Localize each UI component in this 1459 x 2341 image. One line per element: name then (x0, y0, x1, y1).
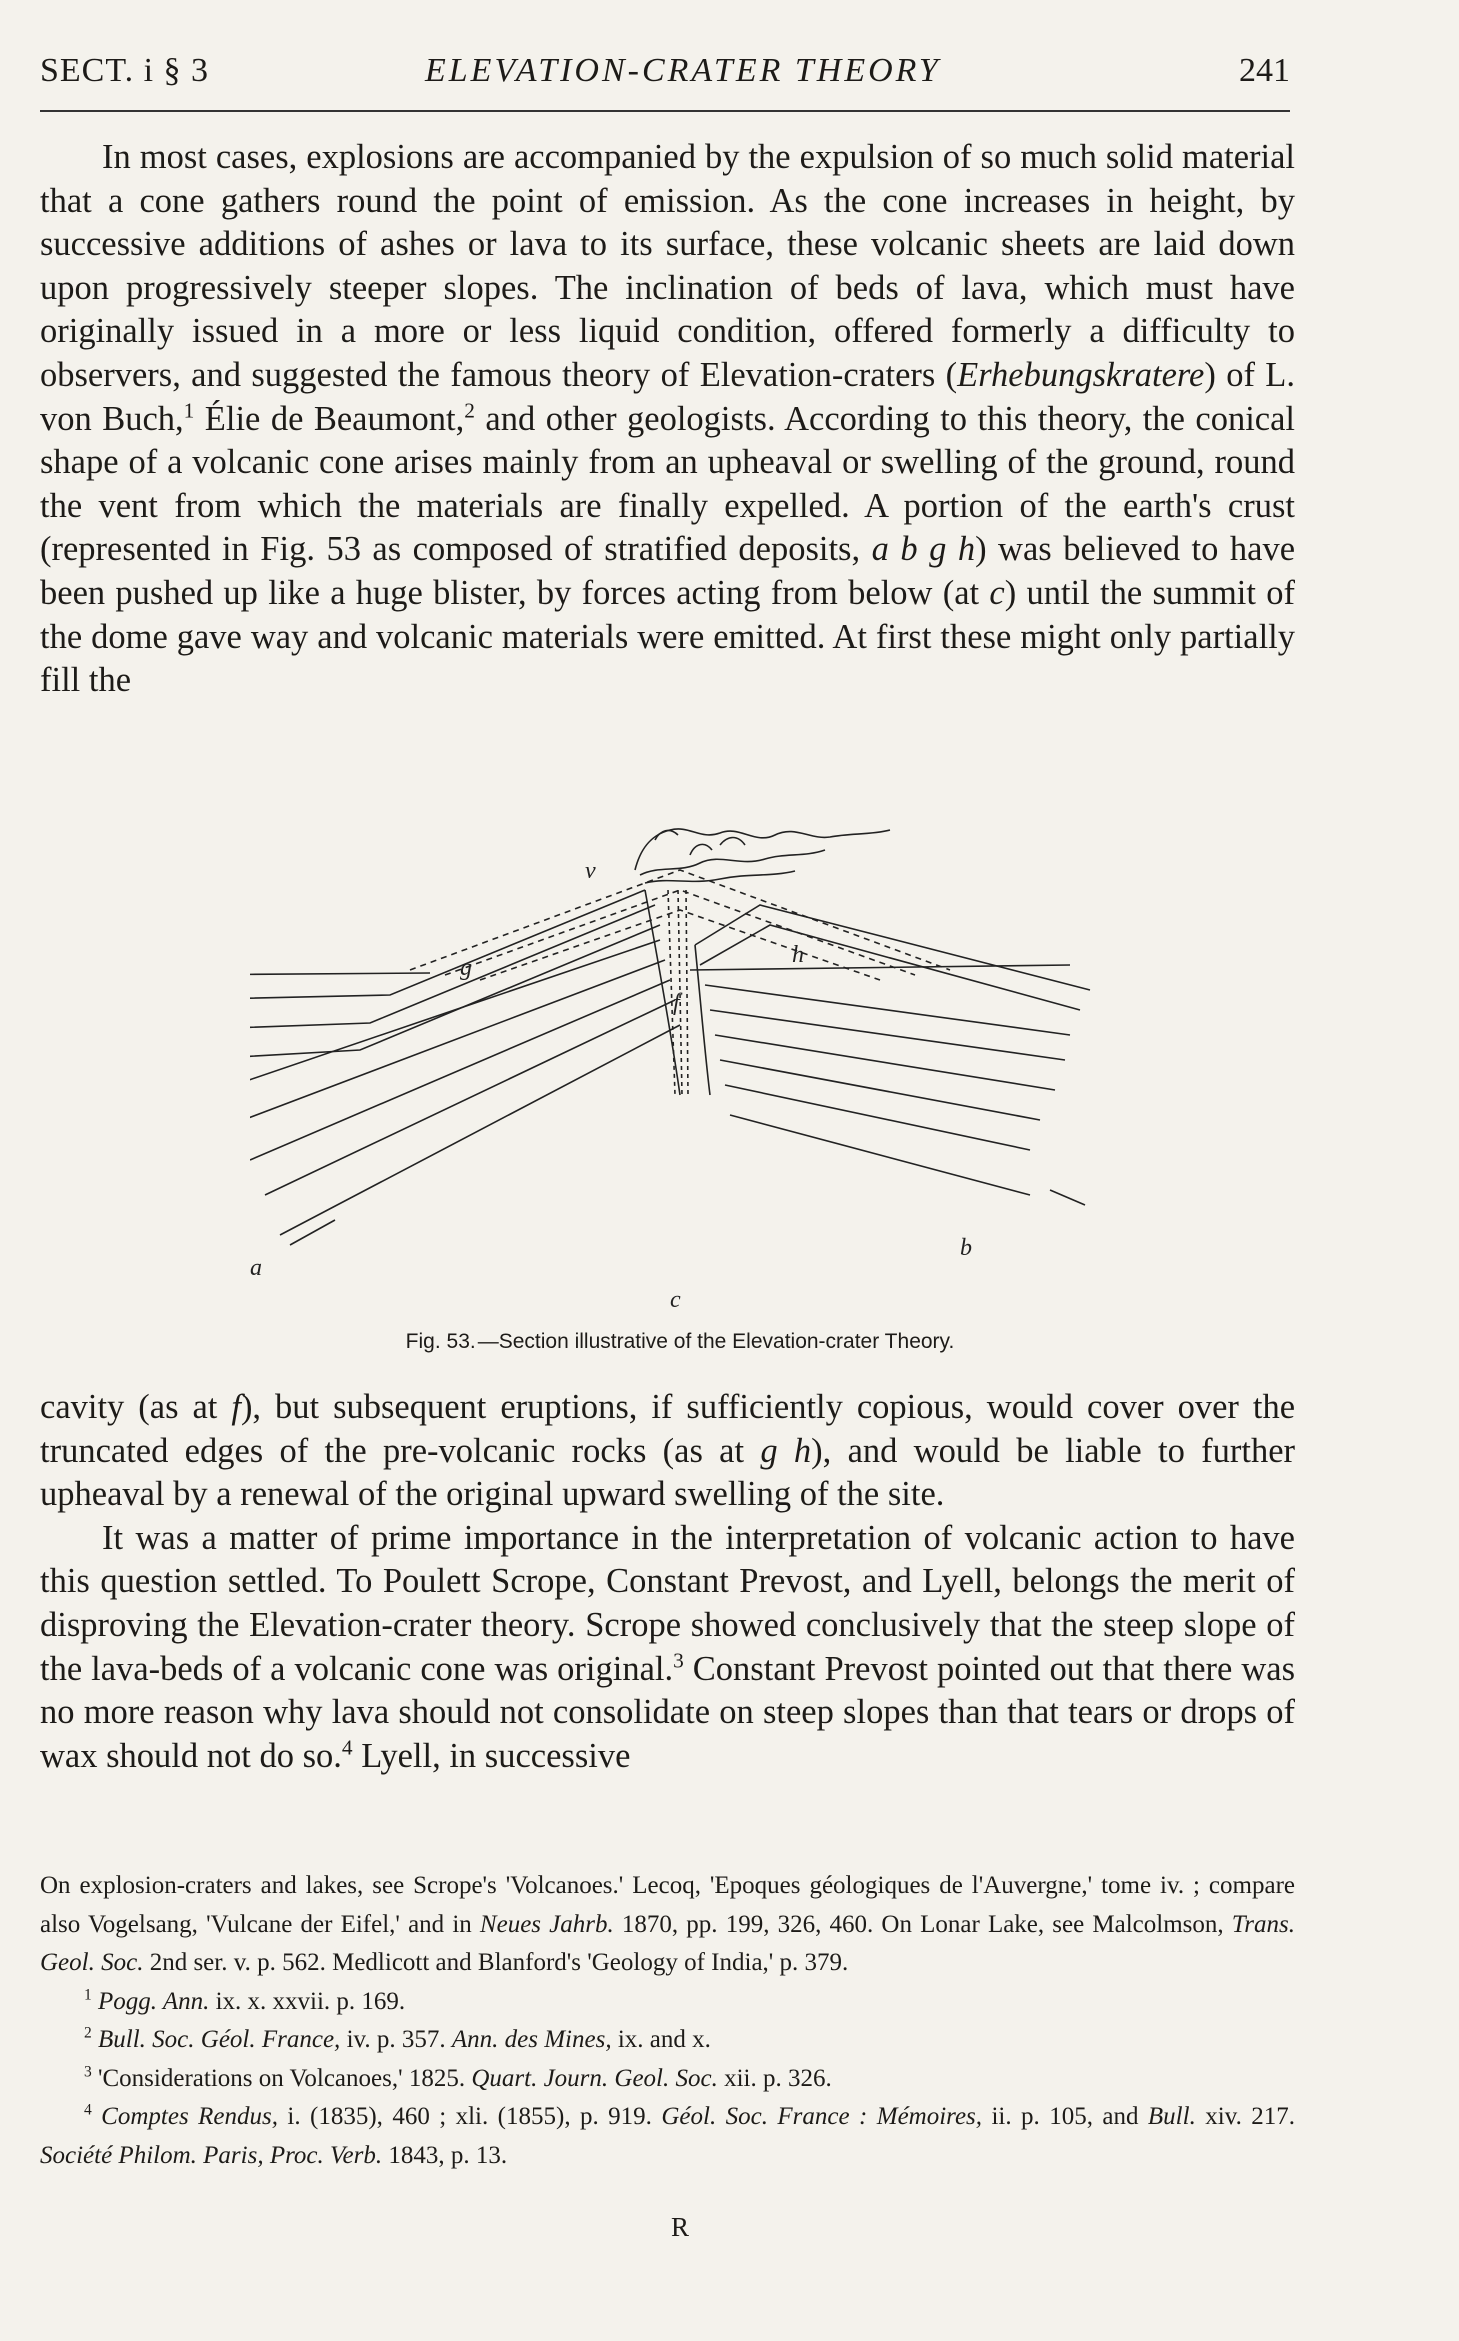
stratum-right (720, 1060, 1040, 1120)
crater-wall-right (695, 945, 710, 1095)
running-title: ELEVATION-CRATER THEORY (425, 52, 941, 89)
ash-cloud-base (645, 871, 795, 883)
footnote-2 (40, 2021, 1295, 2060)
footnote-1 (40, 1983, 1295, 2022)
text-run: Lyell, in successive (352, 1736, 631, 1775)
page-number: 241 (1239, 52, 1290, 89)
stratum-right (690, 965, 1070, 970)
stratum-left (250, 890, 645, 1000)
signature-mark: R (670, 2212, 689, 2242)
footnote-mark: 4 (84, 2101, 92, 2119)
text-run: cavity (as at (40, 1388, 232, 1426)
header-rule (40, 110, 1290, 112)
footnote-ref: 1 (183, 398, 195, 423)
paragraph-continued (40, 1386, 1295, 1517)
text-run: iv. p. 357. (340, 2026, 452, 2053)
text-run: 2nd ser. v. p. 562. Medlicott and Blanford's 'Geology of India,' p. 379. (143, 1949, 849, 1976)
text-run: ) until the summit of the dome gave way and volcanic materials were emitted. At first these might only partially fill the (40, 573, 1295, 700)
arrow-b (1050, 1190, 1085, 1205)
stratum-right (725, 1085, 1030, 1150)
footnote-continued (40, 1867, 1295, 1983)
label-v: v (585, 858, 596, 884)
journal-title: Société Philom. Paris, Proc. Verb. (40, 2141, 383, 2169)
footnotes (40, 1867, 1295, 2175)
stratum-right (730, 1115, 1030, 1195)
text-run: and other geologists. According to this theory, the conical shape of a volcanic cone arises mainly from an upheaval or swelling of the ground, round the vent from which the materials are finally expelled. A portion of the earth's crust (represented in Fig. 53 as composed of stratified deposits, (40, 399, 1295, 569)
journal-title: Ann. des Mines, (451, 2026, 612, 2053)
label-f: f (673, 990, 680, 1016)
journal-title: Pogg. Ann. (98, 1987, 210, 2015)
text-run: 1870, pp. 199, 326, 460. On Lonar Lake, see Malcolmson, (613, 1910, 1232, 1938)
text-run: ii. p. 105, and (982, 2103, 1148, 2130)
figure-label: c (989, 573, 1005, 612)
journal-title: Comptes Rendus, (101, 2103, 278, 2130)
label-a: a (250, 1255, 262, 1281)
label-g: g (460, 955, 472, 981)
german-term: Erhebungskratere (957, 355, 1205, 394)
stratum-left (265, 1000, 675, 1195)
text-run: In most cases, explosions are accompanied by the expulsion of so much solid material that a cone gathers round the point of emission. As the cone increases in height, by successive additions of ashes or lava to its surface, these volcanic sheets are laid down upon progressively steeper slopes. The inclination of beds of lava, which must have originally issued in a more or less liquid condition, offered formerly a difficulty to observers, and suggested the famous theory of Elevation-craters ( (40, 138, 1295, 394)
text-run: i. (1835), 460 ; xli. (1855), p. 919. (277, 2103, 662, 2130)
running-header (40, 52, 1290, 102)
text-run: ix. x. xxvii. p. 169. (209, 1987, 406, 2015)
label-b: b (960, 1235, 972, 1261)
figure-number: Fig. 53. (405, 1330, 476, 1353)
footnote-3 (40, 2060, 1295, 2099)
footnote-ref: 3 (673, 1648, 684, 1673)
paragraph (40, 136, 1295, 703)
text-run: ), but subsequent eruptions, if sufficiently copious, would cover over the truncated edges of the pre-volcanic rocks (as at (40, 1388, 1296, 1470)
elevation-crater-diagram (250, 795, 1110, 1325)
figure-caption (250, 1330, 1110, 1354)
figure-labels: a b g h (871, 530, 976, 569)
stratum-right (710, 1010, 1065, 1060)
stratum-right (715, 1035, 1055, 1090)
footnote-mark: 2 (84, 2024, 92, 2042)
text-run: Élie de Beaumont, (194, 399, 465, 438)
arrow-a (290, 1220, 335, 1245)
caption-text: —Section illustrative of the Elevation-crater Theory. (477, 1330, 955, 1353)
journal-title: Neues Jahrb. (479, 1910, 614, 1938)
text-run: ) of L. von Buch, (40, 355, 1295, 438)
body-text-upper (40, 136, 1295, 703)
text-run: Constant Prevost pointed out that there was no more reason why lava should not consolidate on steep slopes than that tears or drops of wax should not do so. (40, 1649, 1295, 1775)
figure-labels: g h (760, 1431, 812, 1470)
label-h: h (792, 942, 804, 968)
text-run: xiv. 217. (1195, 2103, 1295, 2130)
stratum-left (250, 980, 670, 1160)
footnote-mark: 1 (84, 1986, 92, 2004)
stratum-left (280, 1025, 680, 1235)
footnote-ref: 4 (341, 1735, 353, 1760)
stratum-left (250, 960, 665, 1125)
text-run: 'Considerations on Volcanoes,' 1825. (98, 2064, 472, 2092)
body-text-lower (40, 1386, 1295, 1778)
journal-title: Bull. Soc. Géol. France, (98, 2026, 341, 2053)
figure-label: f (231, 1388, 241, 1426)
text-run: xii. p. 326. (717, 2064, 832, 2092)
journal-title: Géol. Soc. France : Mémoires, (661, 2103, 983, 2130)
stratum-left (250, 973, 430, 975)
text-run: It was a matter of prime importance in the interpretation of volcanic action to have this question settled. To Poulett Scrope, Constant Prevost, and Lyell, belongs the merit of disproving the Elevation-crater theory. Scrope showed conclusively that the steep slope of the lava-beds of a volcanic cone was original. (40, 1518, 1295, 1688)
stratum-right (695, 905, 1090, 990)
label-c: c (670, 1287, 681, 1313)
journal-title: Trans. Geol. Soc. (40, 1910, 1295, 1976)
paragraph (40, 1517, 1295, 1779)
ash-cloud-outline (635, 829, 890, 870)
text-run: 1843, p. 13. (382, 2141, 508, 2169)
text-run: ) was believed to have been pushed up like a huge blister, by forces acting from below (at (40, 530, 1296, 612)
ash-cloud-inner (640, 850, 825, 875)
footnote-mark: 3 (84, 2063, 92, 2081)
journal-title: Bull. (1147, 2103, 1196, 2130)
figure-53 (250, 795, 1110, 1355)
section-label: SECT. i § 3 (40, 52, 210, 89)
text-run: ), and would be liable to further upheaval by a renewal of the original upward swelling of the site. (40, 1431, 1295, 1514)
text-run: ix. and x. (611, 2026, 711, 2053)
text-run: On explosion-craters and lakes, see Scrope's 'Volcanoes.' Lecoq, 'Epoques géologiques de l'Auvergne,' tome iv. ; compare also Vogelsang, 'Vulcane der Eifel,' and in (40, 1872, 1295, 1938)
footnote-ref: 2 (464, 398, 475, 423)
footnote-4 (40, 2098, 1295, 2175)
journal-title: Quart. Journ. Geol. Soc. (471, 2064, 718, 2092)
